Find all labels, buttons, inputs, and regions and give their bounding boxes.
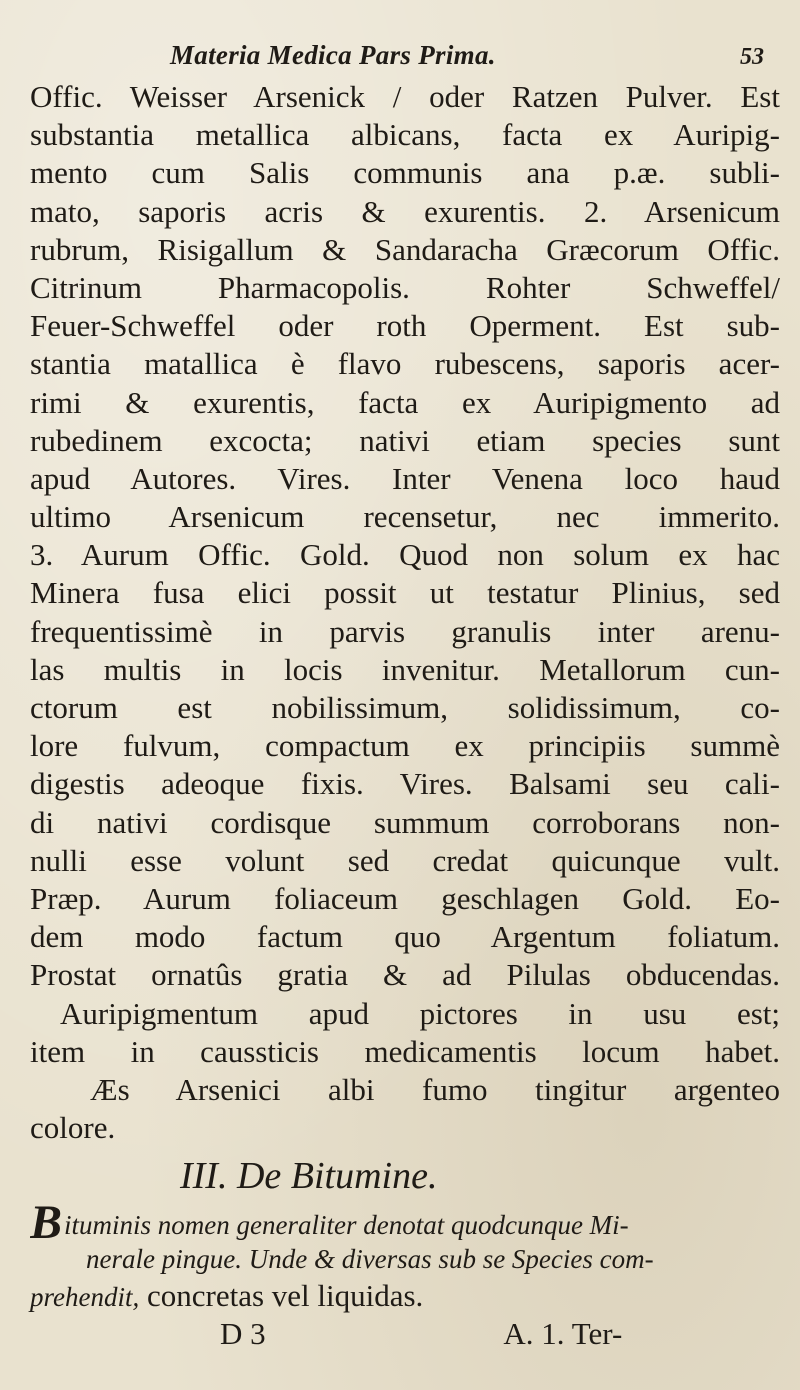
text-line: di nativi cordisque summum corroborans non-: [30, 804, 780, 840]
text-line: stantia matallica è flavo rubescens, saporis acer-: [30, 346, 780, 382]
text-line: 3. Aurum Offic. Gold. Quod non solum ex hac: [30, 537, 780, 573]
text-line: Æs Arsenici albi fumo tingitur argenteo: [90, 1071, 780, 1107]
text-line: item in caussticis medicamentis locum habet.: [30, 1033, 780, 1069]
text-line: Feuer-Schweffel oder roth Operment. Est sub-: [30, 308, 780, 344]
section-text-line: [30, 1205, 780, 1241]
text-line: Citrinum Pharmacopolis. Rohter Schweffel/: [30, 269, 780, 305]
text-line: mato, saporis acris & exurentis. 2. Arsenicum: [30, 193, 780, 229]
text-line: digestis adeoque fixis. Vires. Balsami seu cali-: [30, 766, 780, 802]
text-line: apud Autores. Vires. Inter Venena loco haud: [30, 460, 780, 496]
text-line: Offic. Weisser Arsenick / oder Ratzen Pulver. Est: [30, 79, 780, 114]
text-line: rubrum, Risigallum & Sandaracha Græcorum Offic.: [30, 231, 780, 267]
text-line: substantia metallica albicans, facta ex Auripig-: [30, 117, 780, 153]
signature-mark: D 3: [220, 1316, 266, 1352]
text-line: colore.: [30, 1110, 116, 1146]
text-line: dem modo factum quo Argentum foliatum.: [30, 919, 780, 955]
section-text-line: [30, 1277, 780, 1315]
text-line: rimi & exurentis, facta ex Auripigmento ad: [30, 384, 780, 420]
drop-capital: B: [30, 1205, 63, 1242]
text-line: nulli esse volunt sed credat quicunque vult.: [30, 842, 780, 878]
section-text: ituminis nomen generaliter denotat quodcunque Mi-: [64, 1210, 629, 1241]
text-line: Auripigmentum apud pictores in usu est;: [60, 995, 780, 1031]
section-text: prehendit,: [30, 1282, 140, 1313]
text-line: Prostat ornatûs gratia & ad Pilulas obducendas.: [30, 957, 780, 993]
page-number: 53: [740, 44, 764, 70]
text-line: lore fulvum, compactum ex principiis summè: [30, 728, 780, 764]
catchword: A. 1. Ter-: [503, 1316, 623, 1352]
text-line: frequentissimè in parvis granulis inter arenu-: [30, 613, 780, 649]
text-line: ultimo Arsenicum recensetur, nec immerito.: [30, 499, 780, 535]
page-footer: [30, 1315, 780, 1353]
text-line: rubedinem excocta; nativi etiam species sunt: [30, 422, 780, 458]
section-text: concretas vel liquidas.: [146, 1278, 424, 1314]
running-head: Materia Medica Pars Prima.: [170, 40, 496, 70]
section-heading: III. De Bitumine.: [180, 1155, 438, 1198]
main-text: [30, 78, 780, 1353]
section-text-line: nerale pingue. Unde & diversas sub se Species com-: [86, 1244, 654, 1275]
text-line: las multis in locis invenitur. Metallorum cun-: [30, 651, 780, 687]
text-line: Præp. Aurum foliaceum geschlagen Gold. Eo-: [30, 880, 780, 916]
text-line: mento cum Salis communis ana p.æ. subli-: [30, 155, 780, 191]
text-line: Minera fusa elici possit ut testatur Plinius, sed: [30, 575, 780, 611]
text-line: ctorum est nobilissimum, solidissimum, co-: [30, 690, 780, 725]
